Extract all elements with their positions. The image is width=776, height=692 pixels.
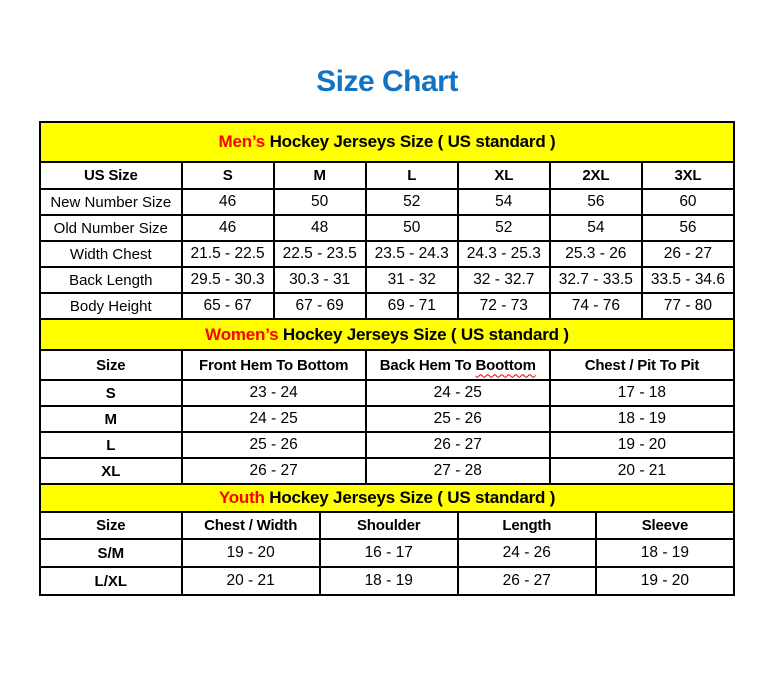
youth-heading-text: Hockey Jerseys Size ( US standard )	[264, 488, 556, 507]
mens-value-cell: 69 - 71	[366, 293, 458, 319]
mens-value-cell: 29.5 - 30.3	[182, 267, 274, 293]
mens-value-cell: 23.5 - 24.3	[366, 241, 458, 267]
womens-value-cell: 24 - 25	[366, 380, 550, 406]
youth-col-header-1: Chest / Width	[182, 512, 320, 539]
mens-value-cell: 77 - 80	[642, 293, 734, 319]
mens-value-cell: 46	[182, 215, 274, 241]
mens-table-row-0	[40, 189, 734, 215]
mens-value-cell: 52	[366, 189, 458, 215]
mens-table-row-4	[40, 293, 734, 319]
womens-value-cell: 26 - 27	[182, 458, 366, 484]
womens-value-cell: 27 - 28	[366, 458, 550, 484]
youth-table-row-0	[40, 539, 734, 567]
page-title: Size Chart	[316, 65, 458, 98]
mens-col-header-5: 2XL	[550, 162, 642, 189]
mens-heading-category: Men’s	[218, 132, 266, 151]
youth-value-cell: 18 - 19	[596, 539, 734, 567]
womens-col-header-text: Back Hem To	[379, 356, 472, 374]
womens-value-cell: 20 - 21	[550, 458, 734, 484]
mens-value-cell: 48	[274, 215, 366, 241]
mens-col-header-0: US Size	[40, 162, 182, 189]
mens-row-label: Width Chest	[40, 241, 182, 267]
youth-value-cell: 16 - 17	[320, 539, 458, 567]
youth-value-cell: 19 - 20	[596, 567, 734, 595]
womens-value-cell: 18 - 19	[550, 406, 734, 432]
womens-table-row-1	[40, 406, 734, 432]
mens-value-cell: 25.3 - 26	[550, 241, 642, 267]
womens-size-table	[39, 318, 735, 485]
youth-col-header-0: Size	[40, 512, 182, 539]
mens-size-table	[39, 121, 735, 320]
mens-table-row-2	[40, 241, 734, 267]
womens-col-header-0: Size	[40, 350, 182, 380]
mens-value-cell: 32 - 32.7	[458, 267, 550, 293]
mens-value-cell: 56	[550, 189, 642, 215]
mens-section-heading	[40, 122, 734, 162]
youth-col-header-4: Sleeve	[596, 512, 734, 539]
mens-value-cell: 26 - 27	[642, 241, 734, 267]
mens-value-cell: 50	[366, 215, 458, 241]
womens-table-row-0	[40, 380, 734, 406]
womens-column-header-row	[40, 350, 734, 380]
mens-value-cell: 31 - 32	[366, 267, 458, 293]
womens-table-row-3	[40, 458, 734, 484]
mens-value-cell: 30.3 - 31	[274, 267, 366, 293]
mens-row-label: Old Number Size	[40, 215, 182, 241]
youth-value-cell: 20 - 21	[182, 567, 320, 595]
mens-value-cell: 56	[642, 215, 734, 241]
mens-heading-text: Hockey Jerseys Size ( US standard )	[265, 132, 556, 151]
womens-row-label: XL	[40, 458, 182, 484]
womens-table-row-2	[40, 432, 734, 458]
youth-heading-category: Youth	[218, 488, 265, 507]
mens-value-cell: 50	[274, 189, 366, 215]
mens-value-cell: 21.5 - 22.5	[182, 241, 274, 267]
youth-section-heading	[40, 484, 734, 512]
mens-value-cell: 74 - 76	[550, 293, 642, 319]
mens-table-row-1	[40, 215, 734, 241]
womens-row-label: L	[40, 432, 182, 458]
mens-col-header-6: 3XL	[642, 162, 734, 189]
mens-row-label: Body Height	[40, 293, 182, 319]
youth-size-table	[39, 483, 735, 596]
mens-col-header-4: XL	[458, 162, 550, 189]
womens-col-header-2	[366, 350, 550, 380]
mens-value-cell: 72 - 73	[458, 293, 550, 319]
womens-row-label: M	[40, 406, 182, 432]
mens-col-header-1: S	[182, 162, 274, 189]
youth-table-row-1	[40, 567, 734, 595]
mens-column-header-row	[40, 162, 734, 189]
mens-value-cell: 67 - 69	[274, 293, 366, 319]
mens-table-row-3	[40, 267, 734, 293]
womens-section-heading	[40, 319, 734, 350]
womens-value-cell: 25 - 26	[182, 432, 366, 458]
womens-value-cell: 24 - 25	[182, 406, 366, 432]
womens-value-cell: 25 - 26	[366, 406, 550, 432]
youth-col-header-3: Length	[458, 512, 596, 539]
size-tables-container	[39, 121, 735, 596]
mens-value-cell: 52	[458, 215, 550, 241]
mens-value-cell: 24.3 - 25.3	[458, 241, 550, 267]
mens-value-cell: 46	[182, 189, 274, 215]
womens-col-header-1: Front Hem To Bottom	[182, 350, 366, 380]
mens-row-label: New Number Size	[40, 189, 182, 215]
womens-value-cell: 19 - 20	[550, 432, 734, 458]
mens-value-cell: 60	[642, 189, 734, 215]
youth-value-cell: 26 - 27	[458, 567, 596, 595]
mens-value-cell: 54	[458, 189, 550, 215]
mens-col-header-2: M	[274, 162, 366, 189]
youth-column-header-row	[40, 512, 734, 539]
womens-heading-row	[40, 319, 734, 350]
womens-col-header-3: Chest / Pit To Pit	[550, 350, 734, 380]
mens-value-cell: 32.7 - 33.5	[550, 267, 642, 293]
womens-col-header-misspelled-word: Boottom	[475, 356, 536, 374]
womens-heading-text: Hockey Jerseys Size ( US standard )	[278, 324, 569, 344]
womens-row-label: S	[40, 380, 182, 406]
womens-value-cell: 23 - 24	[182, 380, 366, 406]
womens-value-cell: 17 - 18	[550, 380, 734, 406]
mens-row-label: Back Length	[40, 267, 182, 293]
youth-value-cell: 24 - 26	[458, 539, 596, 567]
youth-value-cell: 19 - 20	[182, 539, 320, 567]
mens-col-header-3: L	[366, 162, 458, 189]
youth-heading-row	[40, 484, 734, 512]
mens-value-cell: 33.5 - 34.6	[642, 267, 734, 293]
womens-value-cell: 26 - 27	[366, 432, 550, 458]
mens-value-cell: 22.5 - 23.5	[274, 241, 366, 267]
mens-value-cell: 54	[550, 215, 642, 241]
womens-heading-category: Women’s	[205, 324, 279, 344]
youth-col-header-2: Shoulder	[320, 512, 458, 539]
mens-value-cell: 65 - 67	[182, 293, 274, 319]
youth-row-label: S/M	[40, 539, 182, 567]
youth-value-cell: 18 - 19	[320, 567, 458, 595]
mens-heading-row	[40, 122, 734, 162]
youth-row-label: L/XL	[40, 567, 182, 595]
